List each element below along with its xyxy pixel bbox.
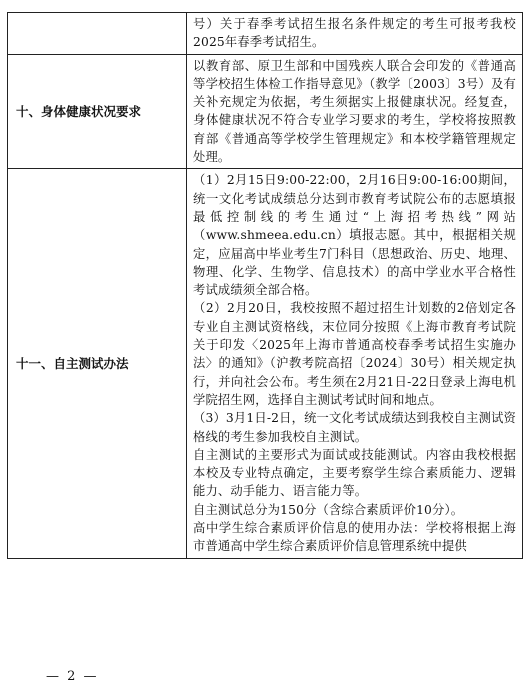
row-content-health: [187, 54, 523, 169]
paragraph: （2）2月20日，我校按照不超过招生计划数的2倍划定各专业自主测试资格线，末位同分按照《上海市教育考试院关于印发〈2025年上海市普通高校春季考试招生实施办法〉的通知》（沪教考院高招〔2024〕30号）相关规定执行，并向社会公布。考生须在2月21日-22日登录上海电机学院招生网，选择自主测试考试时间和地点。: [193, 301, 516, 407]
paragraph: （1）2月15日9:00-22:00，2月16日9:00-16:00期间，统一文化考试成绩总分达到市教育考试院公布的志愿填报最低控制线的考生通过“上海招考热线”网站（www.shmeea.edu.cn）填报志愿。其中，根据相关规定，应届高中毕业考生7门科目（思想政治、历史、地理、物理、化学、生物学、信息技术）的高中学业水平合格性考试成绩须全部合格。: [193, 173, 516, 298]
paragraph: 以教育部、原卫生部和中国残疾人联合会印发的《普通高等学校招生体检工作指导意见》（教学〔2003〕3号）及有关补充规定为依据，考生须据实上报健康状况。经复查，身体健康状况不符合专业学习要求的考生，学校将按照教育部《普通高等学校学生管理规定》和本校学籍管理规定处理。: [193, 58, 516, 165]
paragraph: 高中学生综合素质评价信息的使用办法：学校将根据上海市普通高中学生综合素质评价信息管理系统中提供: [193, 521, 516, 554]
table-row: [8, 169, 523, 558]
paragraph: （3）3月1日-2日，统一文化考试成绩达到我校自主测试资格线的考生参加我校自主测试。: [193, 411, 516, 444]
page-number: — 2 —: [46, 669, 99, 684]
paragraph: 自主测试的主要形式为面试或技能测试。内容由我校根据本校及专业特点确定，主要考察学生综合素质能力、逻辑能力、动手能力、语言能力等。: [193, 447, 516, 499]
table-row: [8, 13, 523, 55]
row-label-self-test: 十一、自主测试办法: [8, 169, 187, 558]
paragraph: 自主测试总分为150分（含综合素质评价10分）。: [193, 502, 464, 517]
row-label-health: 十、身体健康状况要求: [8, 54, 187, 169]
table-row: [8, 54, 523, 169]
row-label: [8, 13, 187, 55]
row-content: [187, 13, 523, 55]
row-content-self-test: [187, 169, 523, 558]
paragraph: 号）关于春季考试招生报名条件规定的考生可报考我校2025年春季考试招生。: [193, 17, 516, 50]
admissions-table: [7, 12, 523, 559]
